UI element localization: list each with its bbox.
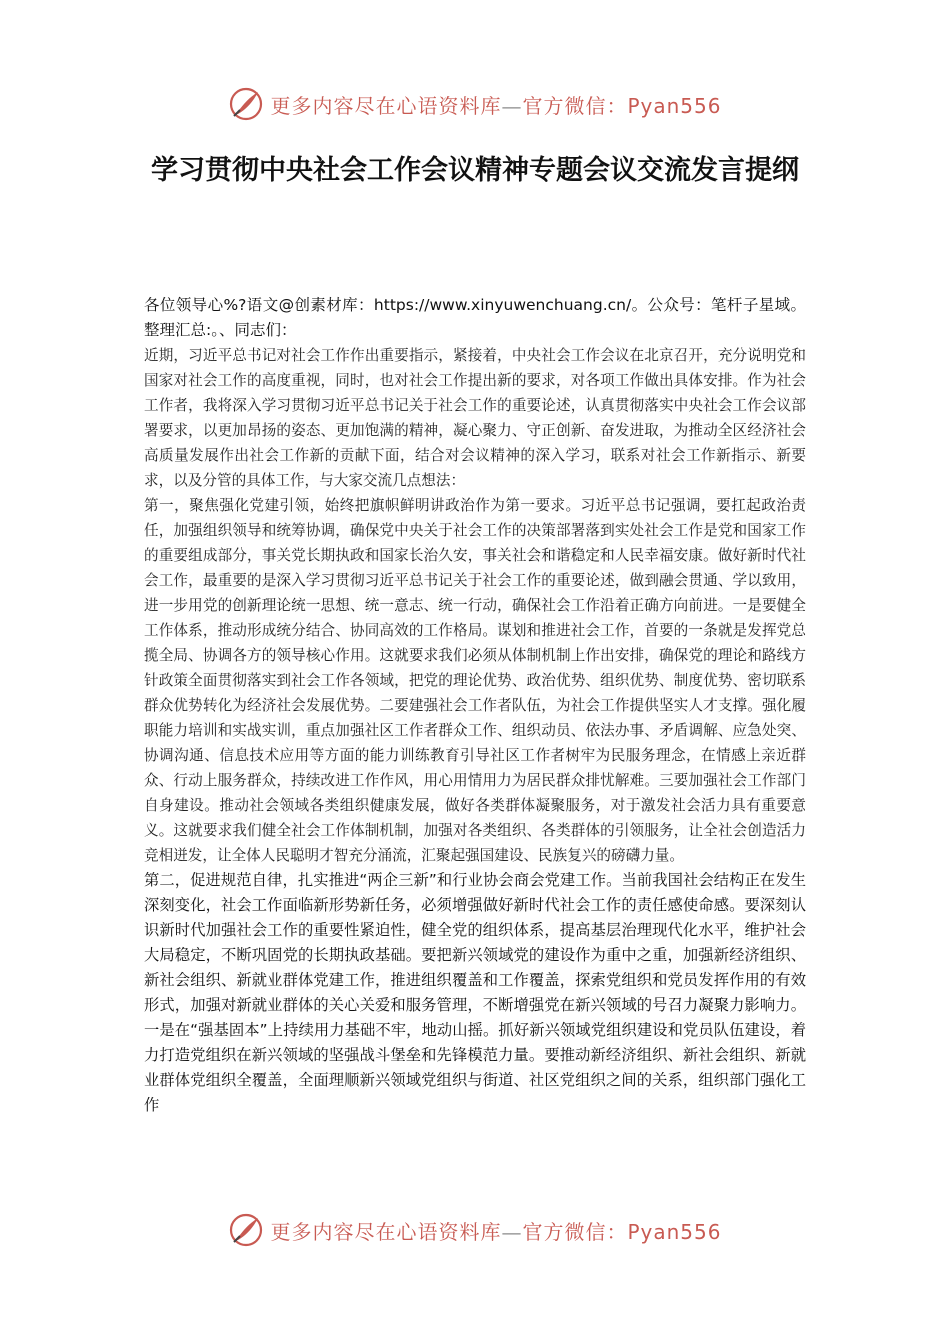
paragraph-intro: 近期，习近平总书记对社会工作作出重要指示，紧接着，中央社会工作会议在北京召开，充分说明党和国家对社会工作的高度重视，同时，也对社会工作提出新的要求，对各项工作做出具体安排。作为社会工作者，我将深入学习贯彻习近平总书记关于社会工作的重要论述，认真贯彻落实中央社会工作会议部署要求，以更加昂扬的姿态、更加饱满的精神，凝心聚力、守正创新、奋发进取，为推动全区经济社会高质量发展作出社会工作新的贡献下面，结合对会议精神的深入学习，联系对社会工作新指示、新要求，以及分管的具体工作，与大家交流几点想法： bbox=[144, 347, 806, 489]
paragraph-first-point: 第一，聚焦强化党建引领，始终把旗帜鲜明讲政治作为第一要求。习近平总书记强调，要扛起政治责任，加强组织领导和统筹协调，确保党中央关于社会工作的决策部署落到实处社会工作是党和国家工作的重要组成部分，事关党长期执政和国家长治久安，事关社会和谐稳定和人民幸福安康。做好新时代社会工作，最重要的是深入学习贯彻习近平总书记关于社会工作的重要论述，做到融会贯通、学以致用，进一步用党的创新理论统一思想、统一意志、统一行动，确保社会工作沿着正确方向前进。一是要健全工作体系，推动形成统分结合、协同高效的工作格局。谋划和推进社会工作，首要的一条就是发挥党总揽全局、协调各方的领导核心作用。这就要求我们必须从体制机制上作出安排，确保党的理论和路线方针政策全面贯彻落实到社会工作各领域，把党的理论优势、政治优势、组织优势、制度优势、密切联系群众优势转化为经济社会发展优势。二要建强社会工作者队伍，为社会工作提供坚实人才支撑。强化履职能力培训和实战实训，重点加强社区工作者群众工作、组织动员、依法办事、矛盾调解、应急处突、协调沟通、信息技术应用等方面的能力训练教育引导社区工作者树牢为民服务理念，在情感上亲近群众、行动上服务群众，持续改进工作作风，用心用情用力为居民群众排忧解难。三要加强社会工作部门自身建设。推动社会领域各类组织健康发展，做好各类群体凝聚服务，对于激发社会活力具有重要意义。这就要求我们健全社会工作体制机制，加强对各类组织、各类群体的引领服务，让全社会创造活力竞相迸发，让全体人民聪明才智充分涌流，汇聚起强国建设、民族复兴的磅礴力量。 bbox=[144, 497, 806, 864]
banner-main-text: 更多内容尽在心语资料库 bbox=[270, 1219, 502, 1244]
banner-text bbox=[270, 1216, 721, 1245]
banner-text bbox=[270, 90, 721, 119]
document-title: 学习贯彻中央社会工作会议精神专题会议交流发言提纲 bbox=[151, 155, 799, 186]
quill-logo-icon bbox=[228, 86, 264, 122]
banner-separator: — bbox=[501, 1219, 523, 1244]
banner-wechat: 官方微信：Pyan556 bbox=[522, 1219, 722, 1244]
quill-logo-icon bbox=[228, 1212, 264, 1248]
banner-separator: — bbox=[501, 93, 523, 118]
document-body bbox=[144, 293, 806, 1118]
greeting-paragraph: 各位领导心%?语文@创素材库：https://www.xinyuwenchuang.cn/。公众号：笔杆子星域。整理汇总:。、同志们： bbox=[144, 296, 806, 339]
banner-wechat: 官方微信：Pyan556 bbox=[522, 93, 722, 118]
paragraph-second-point: 第二，促进规范自律，扎实推进“两企三新”和行业协会商会党建工作。当前我国社会结构正在发生深刻变化，社会工作面临新形势新任务，必须增强做好新时代社会工作的责任感使命感。要深刻认识新时代加强社会工作的重要性紧迫性，健全党的组织体系，提高基层治理现代化水平，维护社会大局稳定，不断巩固党的长期执政基础。要把新兴领域党的建设作为重中之重，加强新经济组织、新社会组织、新就业群体党建工作，推进组织覆盖和工作覆盖，探索党组织和党员发挥作用的有效形式，加强对新就业群体的关心关爱和服务管理，不断增强党在新兴领域的号召力凝聚力影响力。一是在“强基固本”上持续用力基础不牢，地动山摇。抓好新兴领域党组织建设和党员队伍建设，着力打造党组织在新兴领域的坚强战斗堡垒和先锋模范力量。要推动新经济组织、新社会组织、新就业群体党组织全覆盖，全面理顺新兴领域党组织与街道、社区党组织之间的关系，组织部门强化工作 bbox=[144, 871, 806, 1114]
footer-watermark-banner bbox=[0, 1208, 950, 1252]
banner-main-text: 更多内容尽在心语资料库 bbox=[270, 93, 502, 118]
header-watermark-banner bbox=[0, 82, 950, 126]
